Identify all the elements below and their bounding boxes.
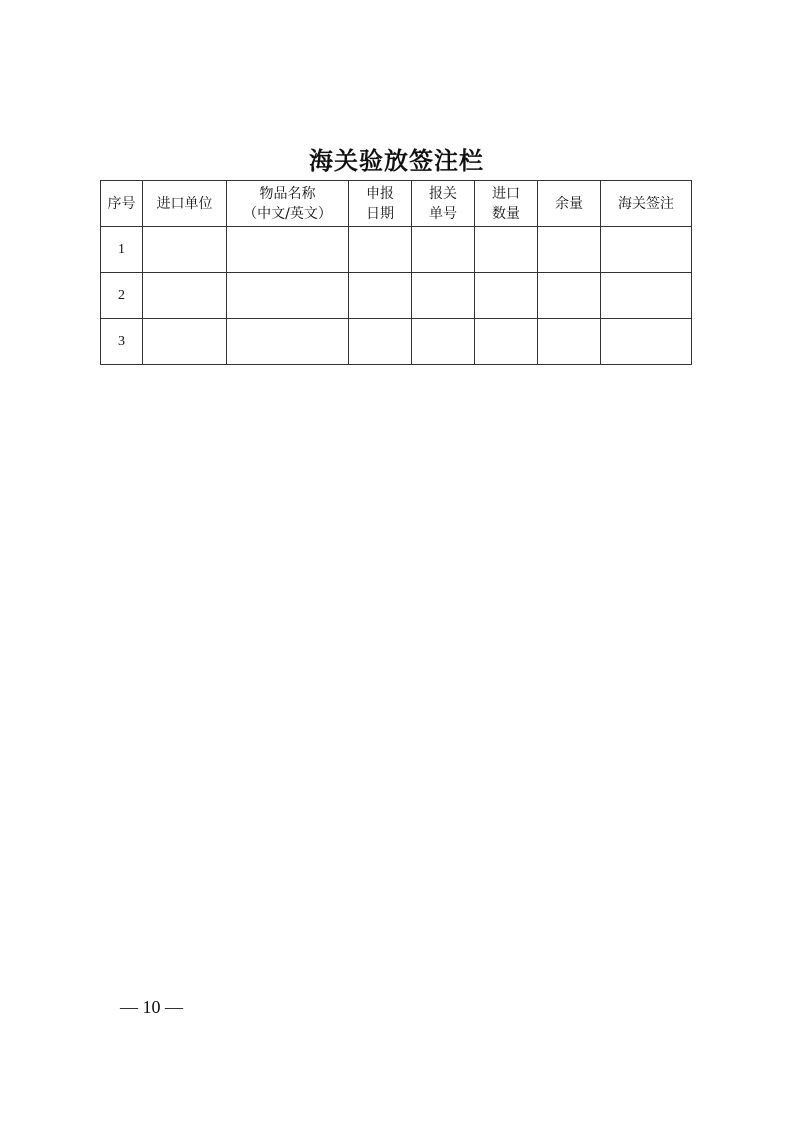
header-importer (143, 181, 227, 227)
row-number: 3 (101, 319, 143, 365)
item-name-cell (227, 273, 349, 319)
row-number: 1 (101, 227, 143, 273)
header-label: 海关签注 (618, 195, 674, 212)
table-row (101, 273, 692, 319)
header-label: 物品名称 (259, 185, 316, 202)
header-label: 进口 (492, 185, 520, 202)
header-label-sub: 日期 (366, 205, 394, 222)
header-label: 序号 (107, 195, 136, 212)
remaining-cell (538, 273, 601, 319)
header-customs-endorsement (601, 181, 692, 227)
customs-endorsement-table (100, 180, 692, 365)
item-name-cell (227, 319, 349, 365)
header-label: 报关 (429, 185, 457, 202)
importer-cell (143, 273, 227, 319)
customs-endorsement-cell (601, 273, 692, 319)
page-number: — 10 — (120, 997, 183, 1017)
import-quantity-cell (475, 273, 538, 319)
header-label: 申报 (366, 185, 394, 202)
header-remaining (538, 181, 601, 227)
importer-cell (143, 319, 227, 365)
remaining-cell (538, 227, 601, 273)
declaration-date-cell (349, 227, 412, 273)
import-quantity-cell (475, 227, 538, 273)
header-label-sub: 数量 (492, 205, 520, 222)
header-item-name (227, 181, 349, 227)
row-number: 2 (101, 273, 143, 319)
header-declaration-date (349, 181, 412, 227)
document-title: 海关验放签注栏 (309, 146, 484, 175)
customs-endorsement-cell (601, 319, 692, 365)
remaining-cell (538, 319, 601, 365)
importer-cell (143, 227, 227, 273)
header-declaration-number (412, 181, 475, 227)
declaration-date-cell (349, 319, 412, 365)
table-header-row (101, 181, 692, 227)
customs-endorsement-cell (601, 227, 692, 273)
header-label: 进口单位 (156, 195, 213, 212)
header-serial-no (101, 181, 143, 227)
declaration-number-cell (412, 319, 475, 365)
declaration-number-cell (412, 227, 475, 273)
header-label-sub: 单号 (429, 205, 457, 222)
item-name-cell (227, 227, 349, 273)
header-label-sub: （中文/英文） (243, 205, 332, 222)
declaration-number-cell (412, 273, 475, 319)
header-import-quantity (475, 181, 538, 227)
declaration-date-cell (349, 273, 412, 319)
header-label: 余量 (555, 195, 583, 212)
table-row (101, 227, 692, 273)
table-row (101, 319, 692, 365)
import-quantity-cell (475, 319, 538, 365)
